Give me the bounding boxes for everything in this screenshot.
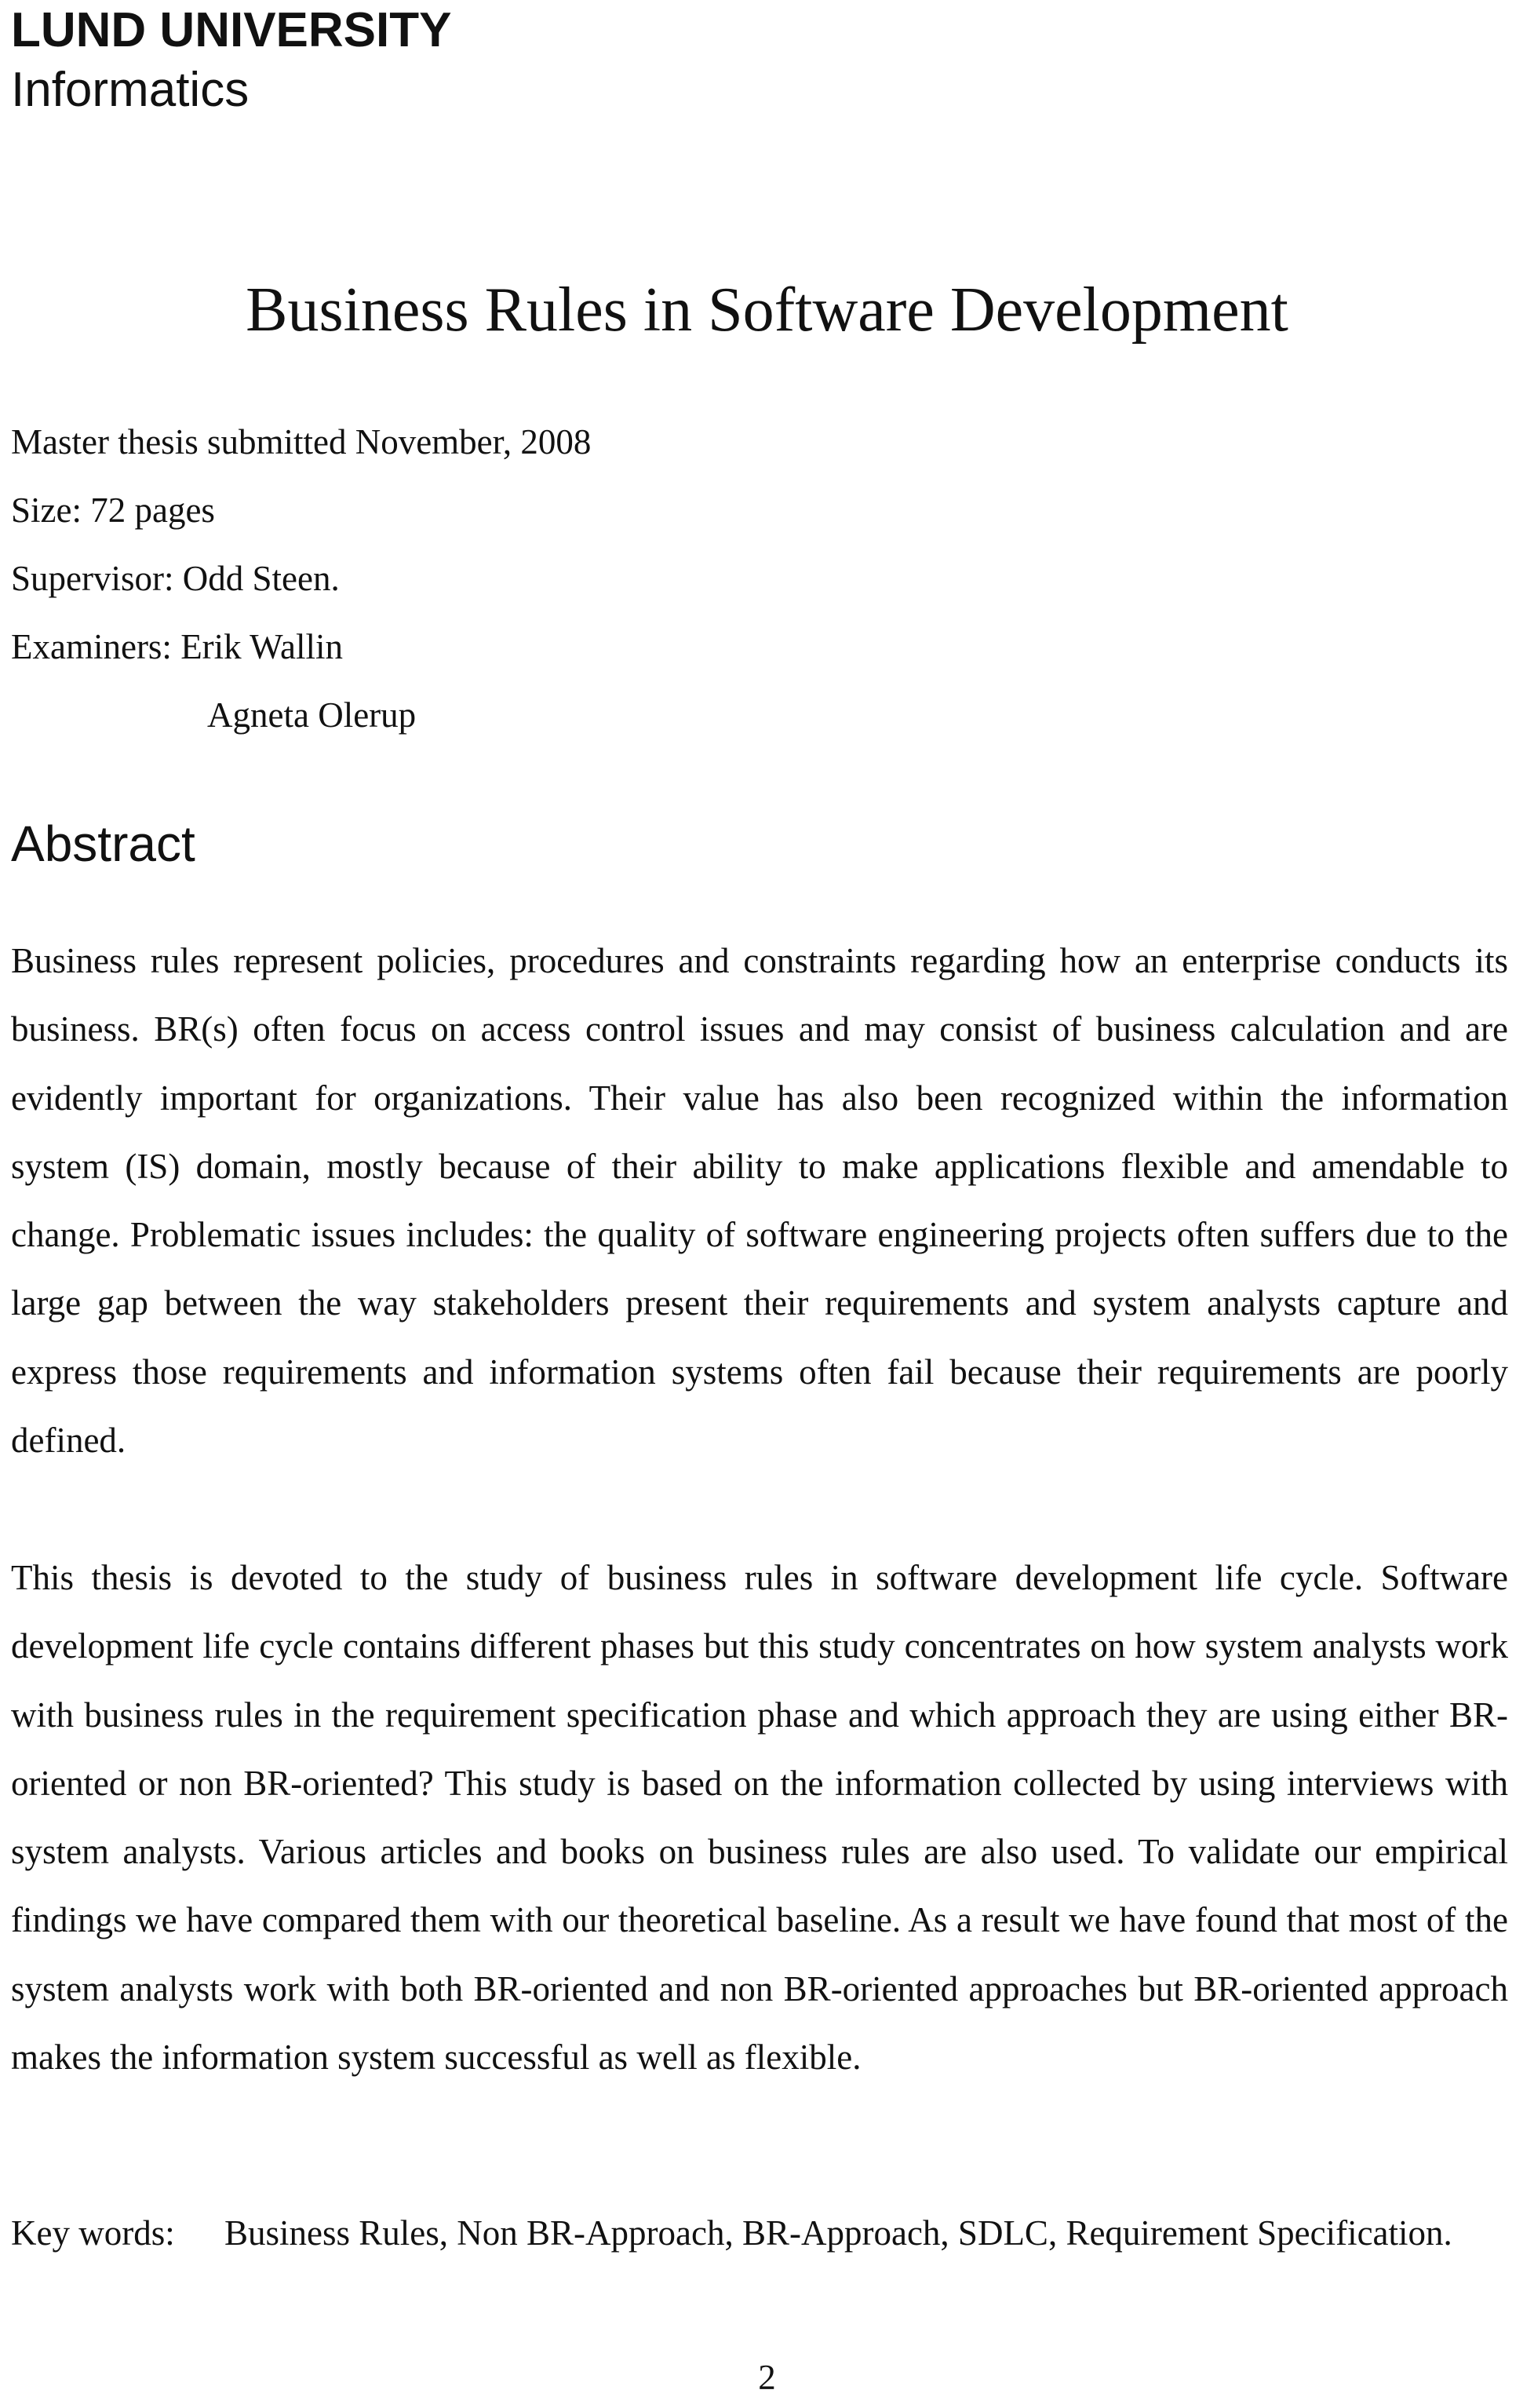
abstract-paragraph: This thesis is devoted to the study of business rules in software development life cycle. Software development life cycle contains different phases but this study concentrates on how system analysts work with business rules in the requirement specification phase and which approach they are using either BR-oriented or non BR-oriented? This study is based on the information collected by using interviews with system analysts. Various articles and books on business rules are also used. To validate our empirical findings we have compared them with our theoretical baseline. As a result we have found that most of the system analysts work with both BR-oriented and non BR-oriented approaches but BR-oriented approach makes the information system successful as well as flexible. bbox=[11, 1558, 1508, 2078]
size-info: Size: 72 pages bbox=[11, 491, 215, 530]
second-examiner: Agneta Olerup bbox=[207, 695, 417, 735]
thesis-metadata bbox=[11, 408, 591, 750]
abstract-heading: Abstract bbox=[11, 815, 195, 872]
thesis-title: Business Rules in Software Development bbox=[246, 275, 1288, 345]
keywords bbox=[11, 2211, 1508, 2256]
department-name: Informatics bbox=[11, 63, 250, 117]
submission-info: Master thesis submitted November, 2008 bbox=[11, 422, 592, 462]
keywords-list: Business Rules, Non BR-Approach, BR-Approach, SDLC, Requirement Specification. bbox=[224, 2213, 1452, 2253]
examiners-info: Examiners: Erik Wallin bbox=[11, 627, 343, 666]
abstract-paragraph: Business rules represent policies, procedures and constraints regarding how an enterprise conducts its business. BR(s) often focus on access control issues and may consist of business calculation and are evidently important for organizations. Their value has also been recognized within the information system (IS) domain, mostly because of their ability to make applications flexible and amendable to change. Problematic issues includes: the quality of software engineering projects often suffers due to the large gap between the way stakeholders present their requirements and system analysts capture and express those requirements and information systems often fail because their requirements are poorly defined. bbox=[11, 941, 1508, 1461]
university-name: LUND UNIVERSITY bbox=[11, 3, 452, 57]
keywords-label: Key words: bbox=[11, 2213, 175, 2253]
page-number: 2 bbox=[758, 2358, 776, 2397]
supervisor-info: Supervisor: Odd Steen. bbox=[11, 559, 340, 598]
